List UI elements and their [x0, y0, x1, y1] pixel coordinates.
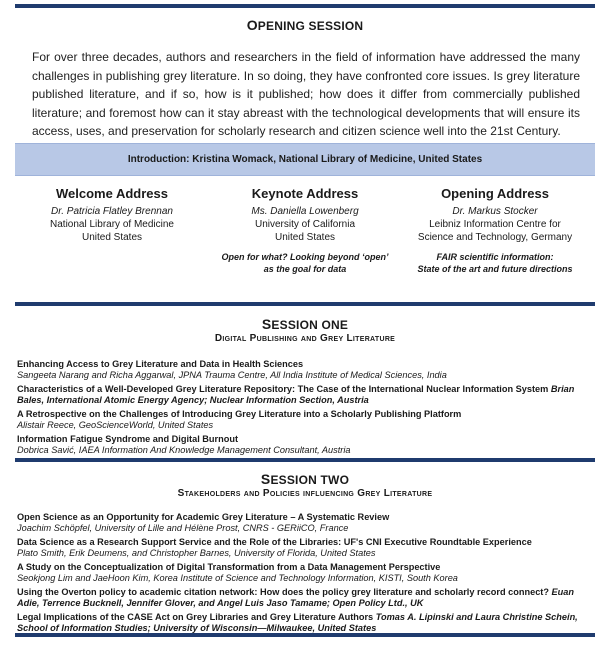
- session-one-papers: [17, 359, 593, 459]
- paper-title: Using the Overton policy to academic citation network: How does the policy grey literature and scholarly record connect? Euan Adie, Terrence Bucknell, Jennifer Glover, and Angel Luis Jaso Tamame; Open Policy Ltd., UK: [17, 587, 575, 608]
- session-two-papers: [17, 512, 593, 637]
- paper-entry: [17, 434, 593, 456]
- address-speaker: Dr. Patricia Flatley Brennan: [51, 206, 173, 217]
- paper-entry: [17, 512, 593, 534]
- paper-authors: Sangeeta Narang and Richa Aggarwal, JPNA Trauma Centre, All India Institute of Medical Sciences, India: [17, 370, 447, 380]
- paper-authors: Seokjong Lim and JaeHoon Kim, Korea Institute of Science and Technology Information, KISTI, South Korea: [17, 573, 458, 583]
- session-two-title: SESSION TWO: [260, 471, 350, 487]
- paper-authors: Brian Bales, International Atomic Energy Agency; Nuclear Information Section, Austria: [17, 384, 575, 405]
- paper-entry: [17, 612, 593, 634]
- welcome-address: [17, 186, 207, 244]
- paper-authors: Plato Smith, Erik Deumens, and Christopher Barnes, University of Florida, United States: [17, 548, 376, 558]
- keynote-address: [210, 186, 400, 275]
- address-affiliation: United States: [81, 232, 143, 243]
- paper-title: Characteristics of a Well-Developed Grey Literature Repository: The Case of the International Nuclear Information System Brian Bales, International Atomic Energy Agency; Nuclear Information Section, Austria: [17, 384, 575, 405]
- paper-authors: Joachim Schöpfel, University of Lille and Hélène Prost, CNRS - GERiiCO, France: [17, 523, 349, 533]
- address-talk-title: FAIR scientific information: State of the art and future directions: [417, 252, 573, 274]
- paper-authors: Euan Adie, Terrence Bucknell, Jennifer Glover, and Angel Luis Jaso Tamame; Open Policy Ltd., UK: [17, 587, 575, 608]
- address-heading: Welcome Address: [56, 186, 168, 201]
- paper-title: A Study on the Conceptualization of Digital Transformation from a Data Management Perspective: [17, 562, 441, 572]
- address-affiliation: Leibniz Information Centre for: [429, 219, 561, 230]
- introduction-banner: [15, 143, 595, 176]
- paper-entry: [17, 562, 593, 584]
- address-affiliation: University of California: [254, 219, 356, 230]
- address-affiliation: National Library of Medicine: [50, 219, 174, 230]
- paper-entry: [17, 359, 593, 381]
- session-divider: [15, 302, 595, 306]
- paper-title: Information Fatigue Syndrome and Digital Burnout: [17, 434, 239, 444]
- paper-title: Enhancing Access to Grey Literature and Data in Health Sciences: [17, 359, 304, 369]
- address-affiliation: United States: [274, 232, 336, 243]
- session-divider: [15, 458, 595, 462]
- bottom-rule: [15, 633, 595, 637]
- session-one-subtitle: Digital Publishing and Grey Literature: [214, 333, 396, 344]
- paper-title: Open Science as an Opportunity for Academic Grey Literature – A Systematic Review: [17, 512, 390, 522]
- opening-paragraph: For over three decades, authors and researchers in the field of information have addressed the many challenges in publishing grey literature. In so doing, they have confronted core issues. Is grey literature published literature, and if so, how is it published; how does it differ from commercially published literature; and foremost how can it stay abreast with the technological developments that will ensure its access, uses, and preservation for scholarly research and citizen science well into the 21st Century.: [32, 50, 580, 139]
- paper-entry: [17, 537, 593, 559]
- paper-entry: [17, 587, 593, 609]
- top-rule: [15, 4, 595, 8]
- address-heading: Keynote Address: [251, 186, 359, 201]
- paper-entry: [17, 384, 593, 406]
- opening-address: [400, 186, 590, 275]
- paper-title: Legal Implications of the CASE Act on Grey Libraries and Grey Literature Authors Tomas A. Lipinski and Laura Christine Schein, School of Information Studies; University of Wisconsin—Milwaukee, United States: [17, 612, 578, 633]
- paper-title: Data Science as a Research Support Service and the Role of the Libraries: UF's CNI Executive Roundtable Experience: [17, 537, 532, 547]
- paper-authors: Alistair Reece, GeoScienceWorld, United States: [17, 420, 214, 430]
- paper-authors: Tomas A. Lipinski and Laura Christine Schein, School of Information Studies; University of Wisconsin—Milwaukee, United States: [17, 612, 578, 633]
- address-heading: Opening Address: [441, 186, 549, 201]
- introduction-text: Introduction: Kristina Womack, National Library of Medicine, United States: [127, 154, 483, 165]
- paper-authors: Dobrica Savić, IAEA Information And Knowledge Management Consultant, Austria: [17, 445, 351, 455]
- paper-entry: [17, 409, 593, 431]
- address-affiliation: Science and Technology, Germany: [417, 232, 573, 243]
- session-one-title: SESSION ONE: [261, 316, 349, 332]
- address-talk-title: Open for what? Looking beyond ‘open’ as the goal for data: [221, 252, 389, 274]
- session-two-subtitle: Stakeholders and Policies influencing Grey Literature: [177, 488, 433, 499]
- address-speaker: Dr. Markus Stocker: [452, 206, 538, 217]
- opening-session-title: OPENING SESSION: [246, 17, 364, 33]
- paper-title: A Retrospective on the Challenges of Introducing Grey Literature into a Scholarly Publishing Platform: [17, 409, 462, 419]
- address-speaker: Ms. Daniella Lowenberg: [251, 206, 359, 217]
